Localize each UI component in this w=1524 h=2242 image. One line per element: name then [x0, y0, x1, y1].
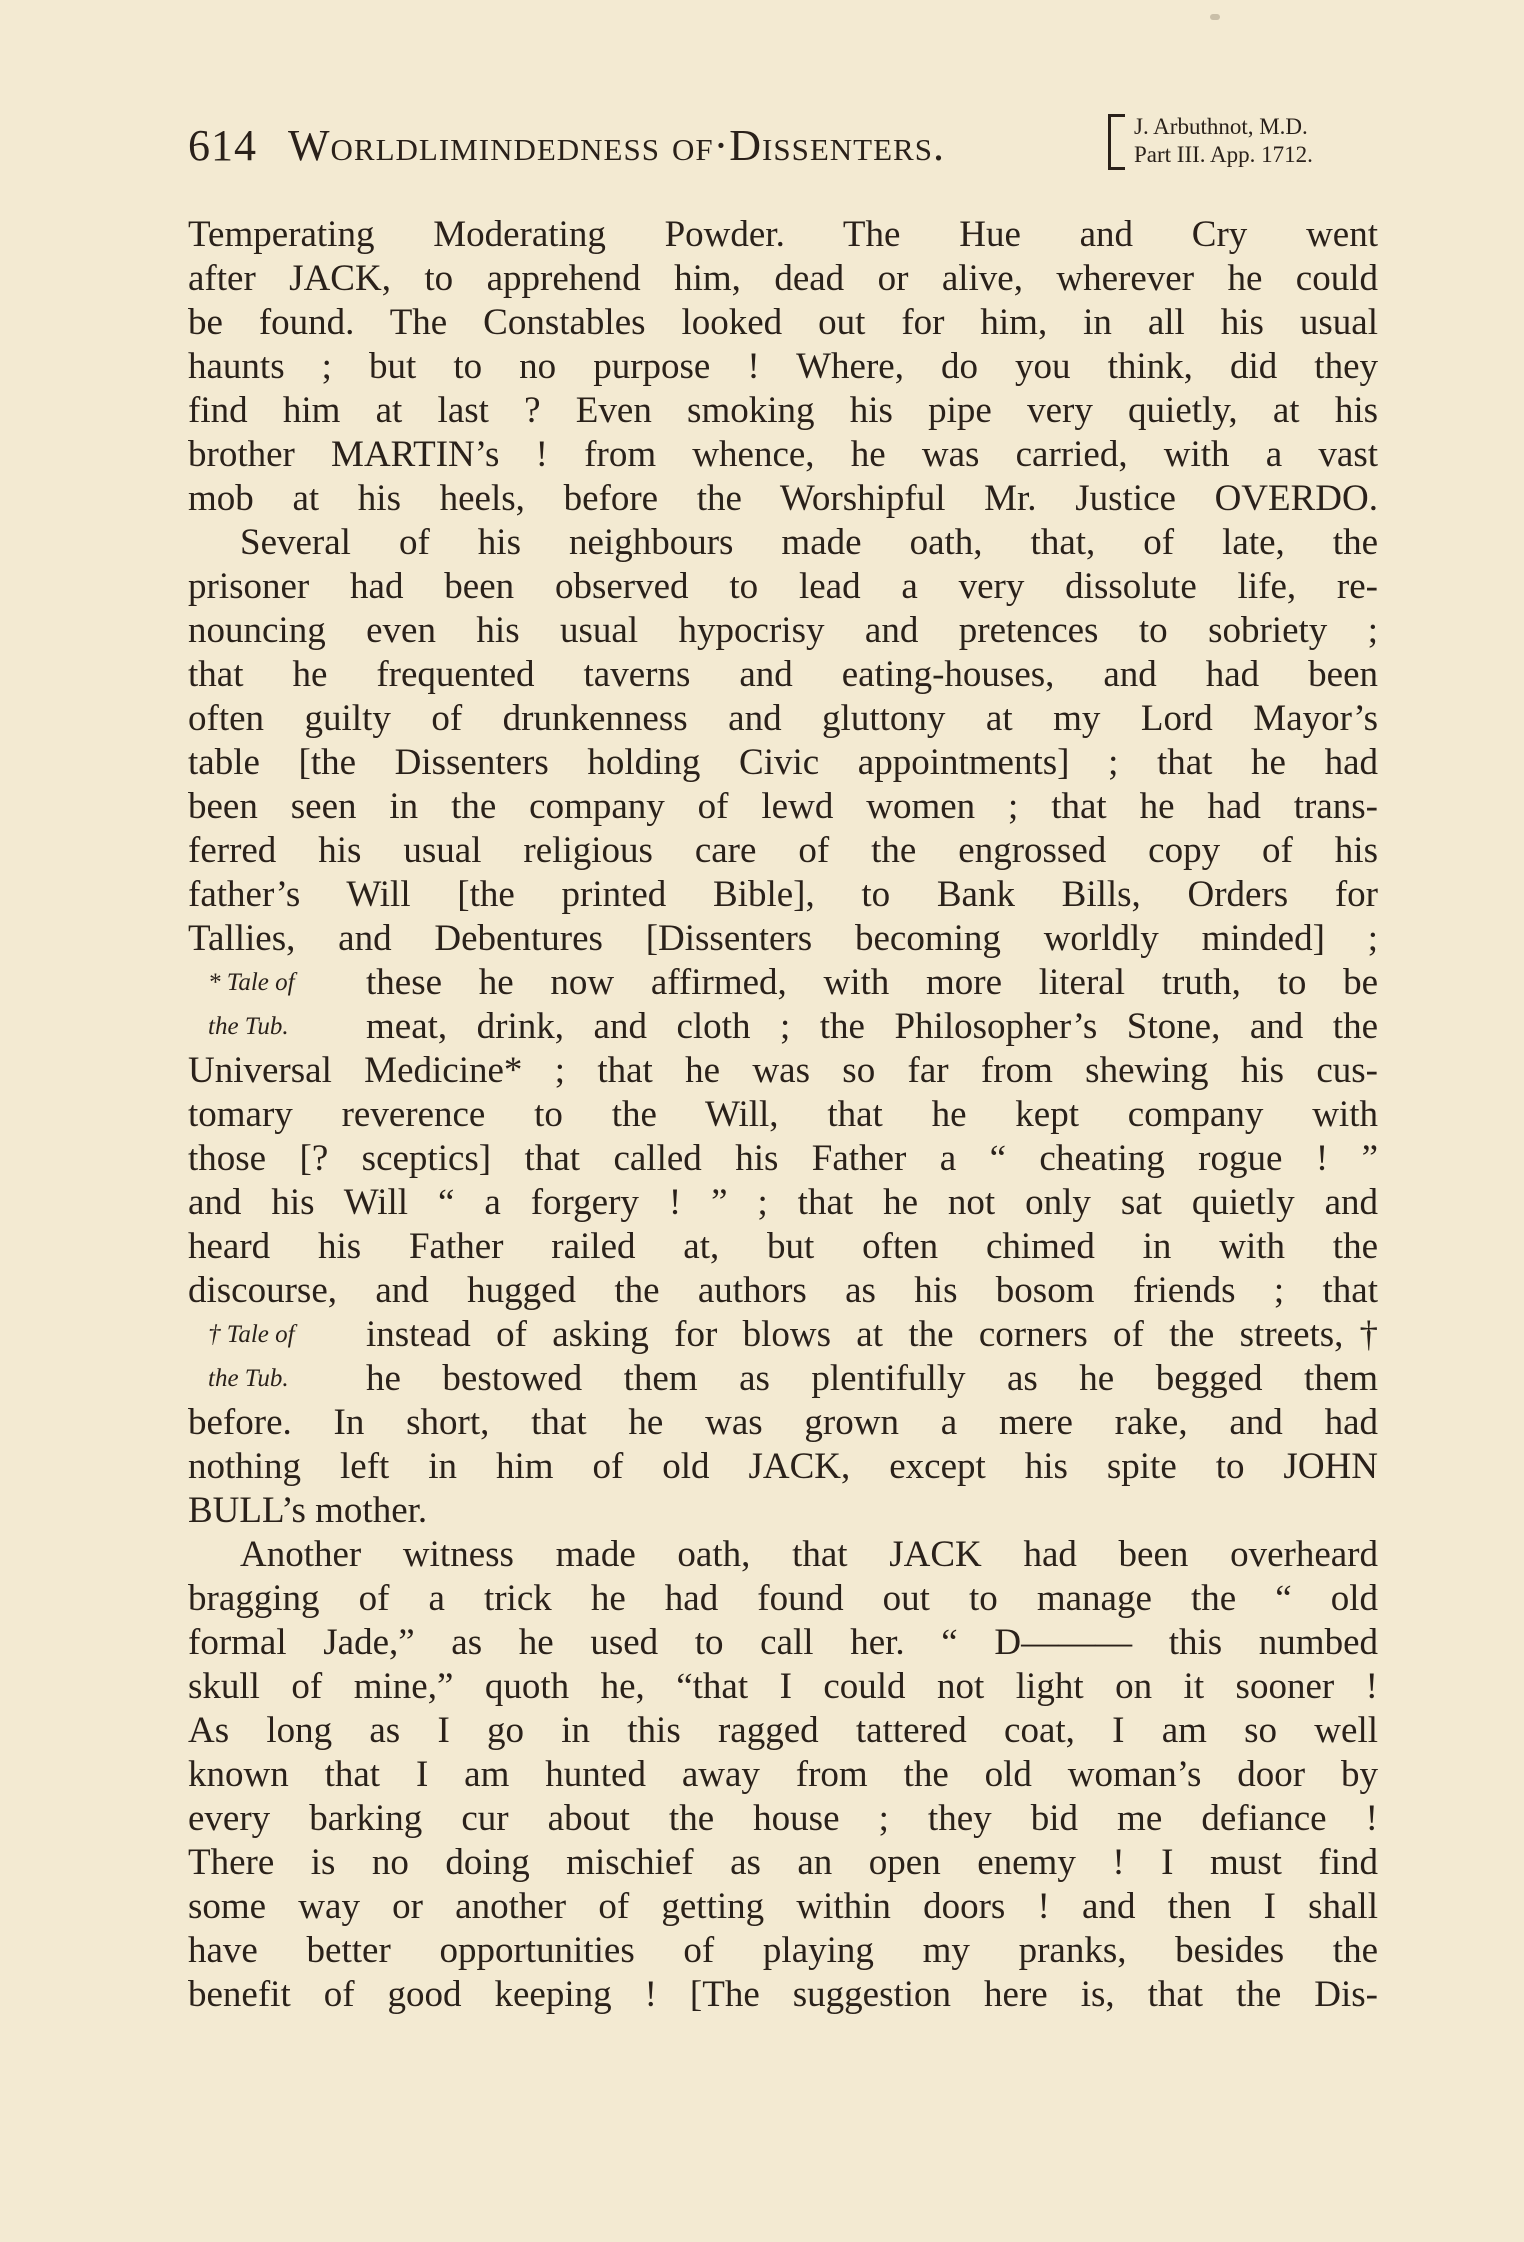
text-line: [188, 1049, 1378, 1093]
line-text: that he frequented taverns and eating-houses, and had been: [188, 654, 1378, 695]
body-text: [188, 213, 1378, 2017]
text-line: [188, 1313, 1378, 1357]
text-line: [188, 477, 1378, 521]
text-line: [188, 1137, 1378, 1181]
text-line: [188, 873, 1378, 917]
text-line: [188, 741, 1378, 785]
text-line: [188, 1489, 1378, 1533]
text-line: [188, 301, 1378, 345]
line-text: mob at his heels, before the Worshipful Mr. Justice OVERDO.: [188, 478, 1378, 519]
line-text: There is no doing mischief as an open enemy ! I must find: [188, 1842, 1378, 1883]
line-text: heard his Father railed at, but often chimed in with the: [188, 1226, 1378, 1267]
line-text: prisoner had been observed to lead a very dissolute life, re-: [188, 566, 1378, 607]
line-text: BULL’s mother.: [188, 1490, 428, 1531]
line-text: before. In short, that he was grown a mere rake, and had: [188, 1402, 1378, 1443]
line-text: been seen in the company of lewd women ; that he had trans-: [188, 786, 1378, 827]
text-line: [188, 785, 1378, 829]
line-text: father’s Will [the printed Bible], to Bank Bills, Orders for: [188, 874, 1378, 915]
text-line: [188, 1753, 1378, 1797]
text-line: [188, 1225, 1378, 1269]
text-line: [188, 521, 1378, 565]
line-text: benefit of good keeping ! [The suggestion here is, that the Dis-: [188, 1974, 1378, 2015]
text-line: [188, 653, 1378, 697]
line-text: skull of mine,” quoth he, “that I could not light on it sooner !: [188, 1666, 1378, 1707]
line-text: often guilty of drunkenness and gluttony at my Lord Mayor’s: [188, 698, 1378, 739]
text-line: [188, 1709, 1378, 1753]
text-line: [188, 257, 1378, 301]
text-line: [188, 1621, 1378, 1665]
text-line: [188, 1533, 1378, 1577]
text-line: [188, 1181, 1378, 1225]
line-text: Universal Medicine* ; that he was so far from shewing his cus-: [188, 1050, 1378, 1091]
text-line: [188, 1005, 1378, 1049]
marginal-note: the Tub.: [208, 1013, 289, 1040]
line-text: Temperating Moderating Powder. The Hue and Cry went: [188, 214, 1378, 255]
line-text: tomary reverence to the Will, that he kept company with: [188, 1094, 1378, 1135]
line-text: after JACK, to apprehend him, dead or alive, wherever he could: [188, 258, 1378, 299]
line-text: brother MARTIN’s ! from whence, he was carried, with a vast: [188, 434, 1378, 475]
line-text: table [the Dissenters holding Civic appointments] ; that he had: [188, 742, 1378, 783]
line-text: some way or another of getting within doors ! and then I shall: [188, 1886, 1378, 1927]
line-text: haunts ; but to no purpose ! Where, do you think, did they: [188, 346, 1378, 387]
text-line: [188, 433, 1378, 477]
text-line: [188, 1797, 1378, 1841]
text-line: [188, 1445, 1378, 1489]
running-title: Worldlimindedness of·Dissenters.: [288, 121, 945, 170]
line-text: have better opportunities of playing my pranks, besides the: [188, 1930, 1378, 1971]
header-bracket: [1108, 114, 1125, 170]
line-text: find him at last ? Even smoking his pipe very quietly, at his: [188, 390, 1378, 431]
text-line: [188, 1093, 1378, 1137]
text-line: [188, 609, 1378, 653]
line-text: nouncing even his usual hypocrisy and pretences to sobriety ;: [188, 610, 1378, 651]
text-line: [188, 565, 1378, 609]
marginal-note: the Tub.: [208, 1365, 289, 1392]
running-header: [188, 112, 1383, 182]
line-text: Another witness made oath, that JACK had been overheard: [240, 1534, 1378, 1575]
text-line: [188, 961, 1378, 1005]
line-text: these he now affirmed, with more literal truth, to be: [366, 962, 1378, 1003]
text-line: [188, 829, 1378, 873]
line-text: As long as I go in this ragged tattered coat, I am so well: [188, 1710, 1378, 1751]
line-text: he bestowed them as plentifully as he begged them: [366, 1358, 1378, 1399]
text-line: [188, 1885, 1378, 1929]
text-line: [188, 697, 1378, 741]
text-line: [188, 1929, 1378, 1973]
text-line: [188, 1401, 1378, 1445]
line-text: ferred his usual religious care of the engrossed copy of his: [188, 830, 1378, 871]
header-note-author: J. Arbuthnot, M.D.: [1134, 114, 1308, 139]
line-text: formal Jade,” as he used to call her. “ D——— this numbed: [188, 1622, 1378, 1663]
marginal-note: † Tale of: [208, 1321, 295, 1348]
page-speck: [1210, 14, 1220, 20]
line-text: nothing left in him of old JACK, except his spite to JOHN: [188, 1446, 1378, 1487]
line-text: be found. The Constables looked out for him, in all his usual: [188, 302, 1378, 343]
text-line: [188, 1841, 1378, 1885]
text-line: [188, 389, 1378, 433]
line-text: bragging of a trick he had found out to manage the “ old: [188, 1578, 1378, 1619]
text-line: [188, 917, 1378, 961]
line-text: known that I am hunted away from the old woman’s door by: [188, 1754, 1378, 1795]
text-line: [188, 345, 1378, 389]
text-line: [188, 1665, 1378, 1709]
text-line: [188, 1269, 1378, 1313]
page-number: 614: [188, 121, 257, 170]
header-author-note: [1108, 114, 1383, 172]
header-note-part: Part III. App. 1712.: [1134, 142, 1313, 167]
text-line: [188, 213, 1378, 257]
line-text: every barking cur about the house ; they bid me defiance !: [188, 1798, 1378, 1839]
line-text: and his Will “ a forgery ! ” ; that he not only sat quietly and: [188, 1182, 1378, 1223]
line-text: Several of his neighbours made oath, that, of late, the: [240, 522, 1378, 563]
line-text: instead of asking for blows at the corners of the streets,†: [366, 1314, 1378, 1355]
line-text: Tallies, and Debentures [Dissenters becoming worldly minded] ;: [188, 918, 1378, 959]
text-line: [188, 1577, 1378, 1621]
line-text: meat, drink, and cloth ; the Philosopher’s Stone, and the: [366, 1006, 1378, 1047]
marginal-note: * Tale of: [208, 969, 295, 996]
text-line: [188, 1973, 1378, 2017]
line-text: those [? sceptics] that called his Father a “ cheating rogue ! ”: [188, 1138, 1378, 1179]
line-text: discourse, and hugged the authors as his bosom friends ; that: [188, 1270, 1378, 1311]
text-line: [188, 1357, 1378, 1401]
